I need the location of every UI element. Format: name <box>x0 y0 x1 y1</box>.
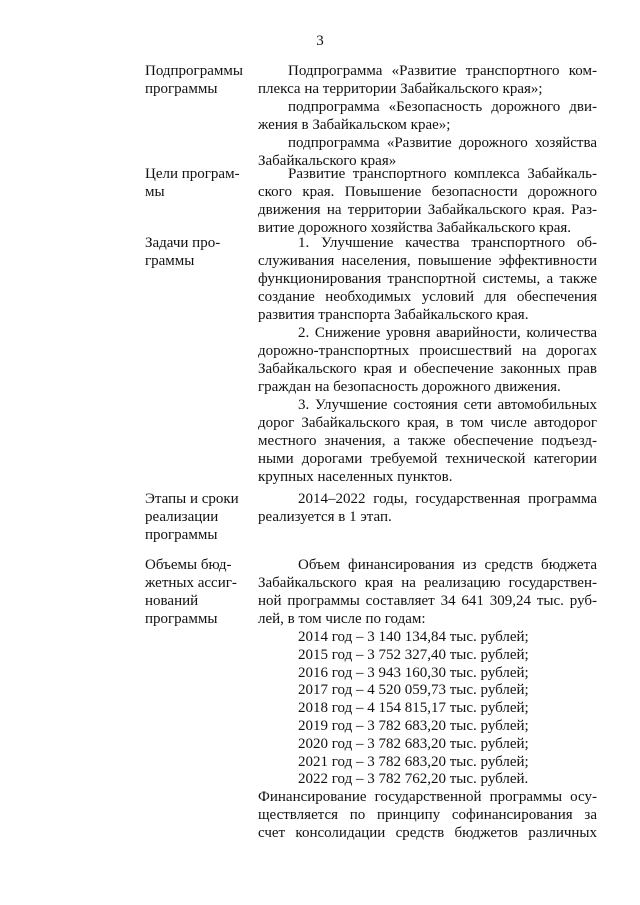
budget-year-list <box>258 628 597 788</box>
budget-label: Объемы бюд- жетных ассиг- нований программы <box>145 557 237 627</box>
budget-year-item: 2016 год – 3 943 160,30 тыс. рублей; <box>298 664 529 681</box>
budget-year-item: 2019 год – 3 782 683,20 тыс. рублей; <box>298 717 529 734</box>
tasks-label: Задачи про- граммы <box>145 235 221 269</box>
tasks-content: 1. Улучшение качества транспортного об- служивания населения, повышение эффективности функционирования транспортной системы, а также создание необходимых условий для обеспечения развития транспорта Забайкальского края. 2. Снижение уровня аварийности, количества дорожно-транспортных происшествий на дорогах Забайкальского края и обеспечение законных прав граждан на безопасность дорожного движения. 3. Улучшение состояния сети автомобильных дорог Забайкальского края, в том числе автодорог местного значения, а также обеспечение подъезд- ными дорогами требуемой технической категории крупных населенных пунктов. <box>258 235 597 485</box>
goals-label: Цели програм- мы <box>145 166 240 200</box>
goals-content: Развитие транспортного комплекса Забайкаль- ского края. Повышение безопасности дорожного движения на территории Забайкальского края. Раз- витие дорожного хозяйства Забайкальского края. <box>258 166 597 236</box>
budget-content: Объем финансирования из средств бюджета Забайкальского края на реализацию государствен- ной программы составляет 34 641 309,24 тыс. руб- лей, в том числе по годам: 2014 год – 3 140 134,84 тыс. рублей; 2015 год – 3 752 327,40 тыс. рублей; 2016 год – 3 943 160,30 тыс. рублей; 2017 год – 4 520 059,73 тыс. рублей; 2018 год – 4 154 815,17 тыс. рублей; 2019 год – 3 782 683,20 тыс. рублей; 2020 год – 3 782 683,20 тыс. рублей; 2021 год – 3 782 683,20 тыс. рублей; 2022 год – 3 782 762,20 тыс. рублей. Финансирование государственной программы осу- ществляется по принципу софинансирования за счет консолидации средств бюджетов различных <box>258 557 597 842</box>
budget-year-item: 2014 год – 3 140 134,84 тыс. рублей; <box>298 629 529 645</box>
budget-year-item: 2021 год – 3 782 683,20 тыс. рублей; <box>298 753 529 770</box>
stages-content: 2014–2022 годы, государственная программа реализуется в 1 этап. <box>258 491 597 525</box>
page-number: 3 <box>316 33 324 49</box>
budget-year-item: 2020 год – 3 782 683,20 тыс. рублей; <box>298 735 529 752</box>
subprograms-content: Подпрограмма «Развитие транспортного ком- плекса на территории Забайкальского края»; подпрограмма «Безопасность дорожного дви- жения в Забайкальском крае»; подпрограмма «Развитие дорожного хозяйства Забайкальского края» <box>258 63 597 169</box>
budget-year-item: 2018 год – 4 154 815,17 тыс. рублей; <box>298 700 529 717</box>
budget-year-item: 2017 год – 4 520 059,73 тыс. рублей; <box>298 682 529 699</box>
subprograms-label: Подпрограммы программы <box>145 63 243 97</box>
budget-year-item: 2015 год – 3 752 327,40 тыс. рублей; <box>298 646 529 663</box>
stages-label: Этапы и сроки реализации программы <box>145 491 239 543</box>
budget-year-item: 2022 год – 3 782 762,20 тыс. рублей. <box>298 771 529 788</box>
